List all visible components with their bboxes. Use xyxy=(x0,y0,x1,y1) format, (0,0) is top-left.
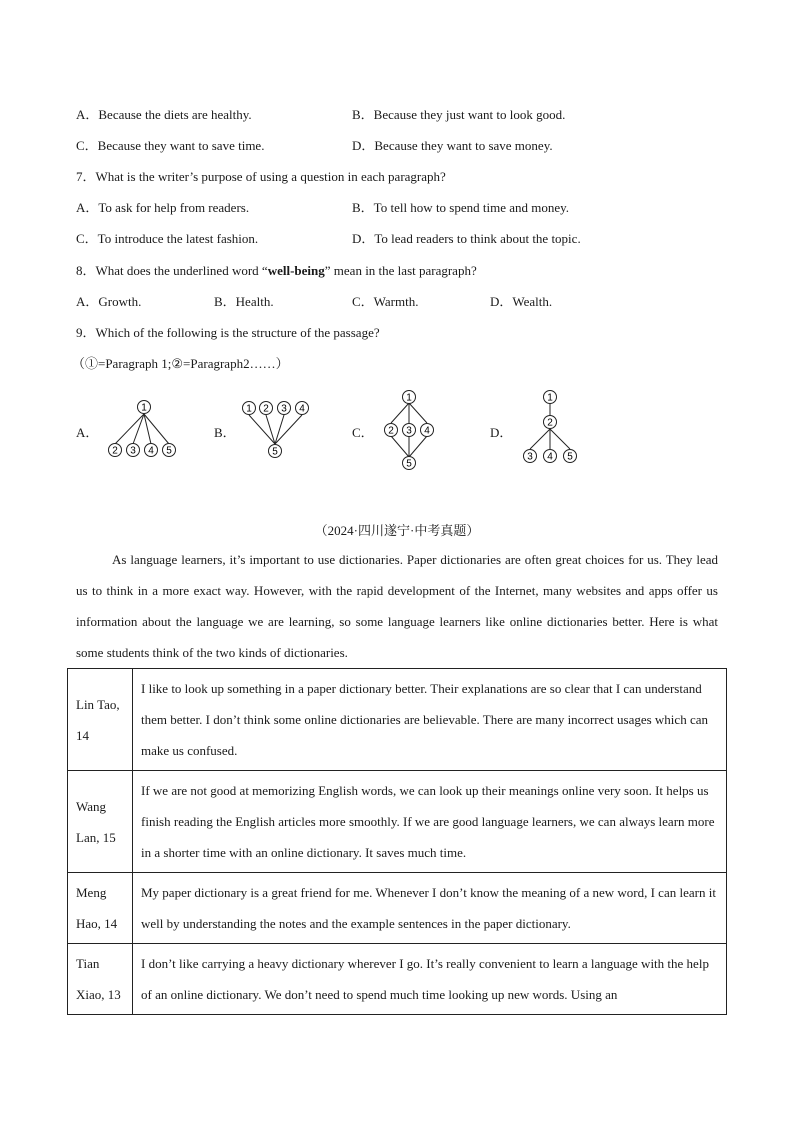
node-5 xyxy=(564,450,577,463)
svg-text:5: 5 xyxy=(567,451,573,463)
svg-text:5: 5 xyxy=(406,458,412,470)
q8-stem-before: 8．What does the underlined word “ xyxy=(76,263,268,278)
svg-text:2: 2 xyxy=(263,403,269,415)
passage-source: （2024·四川遂宁·中考真题） xyxy=(314,523,480,538)
table-row xyxy=(68,771,727,873)
svg-text:5: 5 xyxy=(166,445,172,457)
node-1 xyxy=(403,391,416,404)
passage-text: As language learners, it’s important to use dictionaries. Paper dictionaries are often great choices for us. They lead us to think in a more exact way. However, with the rapid development of the Internet, many websites and apps offer us information about the language we are learning, so some language learners like online dictionaries better. Here is what some students think of the two kinds of dictionaries. xyxy=(76,552,718,660)
q8-option-c: C．Warmth. xyxy=(352,294,419,309)
svg-text:4: 4 xyxy=(424,425,430,437)
node-3 xyxy=(278,402,291,415)
q9-label-c: C． xyxy=(352,425,374,440)
student-opinion: I don’t like carrying a heavy dictionary wherever I go. It’s really convenient to learn a language with the help of an online dictionary. We don’t need to spend much time looking up new words. Using an xyxy=(133,944,727,1015)
q9-label-d: D． xyxy=(490,425,513,440)
q6-option-b: B．Because they just want to look good. xyxy=(352,107,566,122)
q6-option-c: C．Because they want to save time. xyxy=(76,138,265,153)
node-2 xyxy=(544,416,557,429)
q7-option-b: B．To tell how to spend time and money. xyxy=(352,200,570,215)
svg-text:5: 5 xyxy=(272,446,278,458)
node-4 xyxy=(421,424,434,437)
q8-stem xyxy=(76,260,477,279)
svg-text:2: 2 xyxy=(547,417,553,429)
node-1 xyxy=(138,401,151,414)
svg-text:4: 4 xyxy=(547,451,553,463)
structure-diagram-c xyxy=(378,386,448,474)
q8-keyword: well-being xyxy=(267,263,325,278)
node-4 xyxy=(145,444,158,457)
q7-option-d: D．To lead readers to think about the topic. xyxy=(352,231,581,246)
passage-paragraph xyxy=(76,544,718,668)
svg-text:4: 4 xyxy=(299,403,305,415)
node-3 xyxy=(524,450,537,463)
structure-diagram-b xyxy=(238,398,318,464)
svg-text:1: 1 xyxy=(547,392,553,404)
structure-diagram-a xyxy=(100,396,190,462)
svg-text:4: 4 xyxy=(148,445,154,457)
q6-option-d: D．Because they want to save money. xyxy=(352,138,553,153)
q7-option-c: C．To introduce the latest fashion. xyxy=(76,231,259,246)
svg-text:1: 1 xyxy=(406,392,412,404)
q9-label-a: A． xyxy=(76,425,99,440)
q8-option-d: D．Wealth. xyxy=(490,294,553,309)
node-5 xyxy=(163,444,176,457)
node-5 xyxy=(403,457,416,470)
q8-stem-after: ” mean in the last paragraph? xyxy=(324,263,477,278)
q7-option-a: A．To ask for help from readers. xyxy=(76,200,250,215)
node-3 xyxy=(127,444,140,457)
structure-diagram-d xyxy=(514,386,586,468)
node-4 xyxy=(296,402,309,415)
student-opinion: I like to look up something in a paper dictionary better. Their explanations are so clear that I can understand them better. I don’t think some online dictionaries are believable. There are many incorrect usages which can make us confused. xyxy=(133,669,727,771)
svg-text:2: 2 xyxy=(388,425,394,437)
student-name: Lin Tao, 14 xyxy=(68,669,133,771)
node-3 xyxy=(403,424,416,437)
opinions-table xyxy=(67,668,727,1015)
node-1 xyxy=(243,402,256,415)
q8-option-b: B．Health. xyxy=(214,294,274,309)
student-name: Tian Xiao, 13 xyxy=(68,944,133,1015)
node-5 xyxy=(269,445,282,458)
svg-text:3: 3 xyxy=(527,451,533,463)
q9-label-b: B． xyxy=(214,425,236,440)
node-4 xyxy=(544,450,557,463)
svg-text:3: 3 xyxy=(130,445,136,457)
node-2 xyxy=(260,402,273,415)
q7-stem: 7．What is the writer’s purpose of using a question in each paragraph? xyxy=(76,169,446,184)
table-row xyxy=(68,944,727,1015)
student-opinion: My paper dictionary is a great friend for me. Whenever I don’t know the meaning of a new word, I can learn it well by understanding the notes and the example sentences in the paper dictionary. xyxy=(133,873,727,944)
student-opinion: If we are not good at memorizing English words, we can look up their meanings online very soon. It helps us finish reading the English articles more smoothly. If we are good language learners, we can always learn more in a shorter time with an online dictionary. It saves much time. xyxy=(133,771,727,873)
svg-text:3: 3 xyxy=(281,403,287,415)
student-name: Wang Lan, 15 xyxy=(68,771,133,873)
q9-stem: 9．Which of the following is the structure of the passage? xyxy=(76,325,380,340)
student-name: Meng Hao, 14 xyxy=(68,873,133,944)
q9-note: （①=Paragraph 1;②=Paragraph2……） xyxy=(72,356,289,371)
q6-option-a: A．Because the diets are healthy. xyxy=(76,107,252,122)
table-row xyxy=(68,873,727,944)
svg-text:1: 1 xyxy=(141,402,147,414)
table-row xyxy=(68,669,727,771)
node-1 xyxy=(544,391,557,404)
node-2 xyxy=(385,424,398,437)
node-2 xyxy=(109,444,122,457)
svg-text:3: 3 xyxy=(406,425,412,437)
q8-option-a: A．Growth. xyxy=(76,294,142,309)
svg-text:1: 1 xyxy=(246,403,252,415)
svg-text:2: 2 xyxy=(112,445,118,457)
